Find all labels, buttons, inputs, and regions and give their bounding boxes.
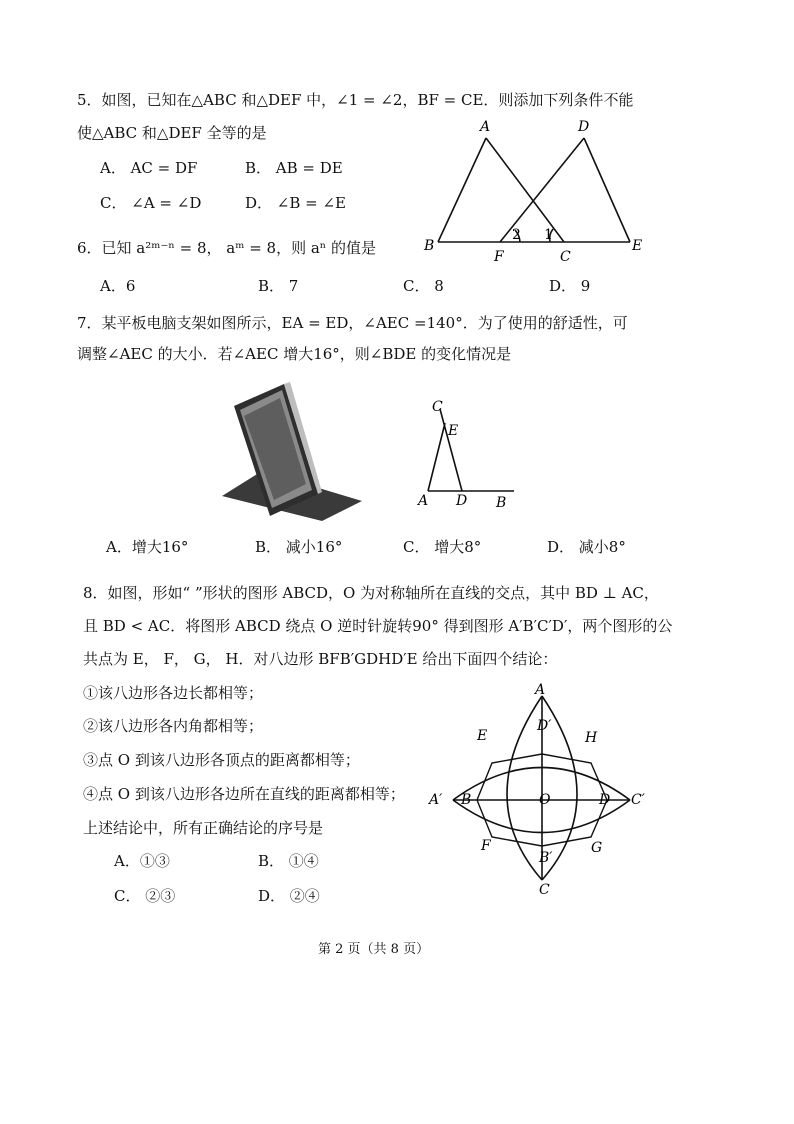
q8-label-e: E [477, 728, 488, 744]
q8-figure [425, 680, 655, 898]
q8-label-h: H [585, 730, 598, 746]
q7-label-d: D [456, 493, 468, 509]
q7-option-b: B． 减小16° [255, 538, 343, 556]
q6-option-c: C． 8 [403, 277, 444, 295]
q7-option-a: A．增大16° [106, 538, 189, 556]
q5-label-f: F [494, 249, 504, 265]
q7-option-c: C． 增大8° [403, 538, 482, 556]
q7-label-b: B [496, 495, 507, 511]
q8-ask: 上述结论中，所有正确结论的序号是 [83, 819, 324, 837]
q5-option-d: D． ∠B = ∠E [245, 194, 347, 212]
q8-label-f: F [481, 838, 491, 854]
q8-conclusion-1: ①该八边形各边长都相等； [83, 684, 264, 702]
q6-option-b: B． 7 [258, 277, 299, 295]
q8-line1: 8．如图，形如“ ”形状的图形 ABCD，O 为对称轴所在直线的交点，其中 BD ⊥ AC， [83, 584, 659, 602]
q8-label-b: B [461, 792, 472, 808]
q5-option-a: A． AC = DF [100, 159, 198, 177]
q8-conclusion-2: ②该八边形各内角都相等； [83, 717, 264, 735]
q8-label-dprime: D′ [537, 718, 552, 734]
q7-figure [410, 395, 520, 515]
q6-stem: 6．已知 a²ᵐ⁻ⁿ = 8， aᵐ = 8，则 aⁿ 的值是 [77, 239, 377, 257]
q5-label-angle1: 1 [544, 227, 553, 243]
q7-label-a: A [418, 493, 429, 509]
q8-label-c: C [539, 882, 550, 898]
q8-line2: 且 BD < AC．将图形 ABCD 绕点 O 逆时针旋转90° 得到图形 A′B′C′D′，两个图形的公 [83, 617, 673, 635]
q5-label-d: D [578, 119, 590, 135]
q5-line-ba [438, 138, 486, 242]
q5-line2: 使△ABC 和△DEF 全等的是 [77, 124, 267, 142]
q6-option-a: A．6 [100, 277, 136, 295]
q5-label-b: B [424, 238, 435, 254]
q8-label-d: D [599, 792, 611, 808]
q7-line-ae [428, 423, 445, 491]
q8-label-cprime: C′ [631, 792, 645, 808]
q5-option-c: C． ∠A = ∠D [100, 194, 202, 212]
q5-label-a: A [480, 119, 491, 135]
q8-option-b: B． ①④ [258, 852, 319, 870]
q8-conclusion-3: ③点 O 到该八边形各顶点的距离都相等； [83, 751, 360, 769]
q8-line3: 共点为 E， F， G， H．对八边形 BFB′GDHD′E 给出下面四个结论： [83, 650, 558, 668]
q5-label-angle2: 2 [512, 227, 521, 243]
q8-label-a: A [535, 682, 546, 698]
q7-line1: 7．某平板电脑支架如图所示，EA = ED，∠AEC =140°．为了使用的舒适性，可 [77, 314, 628, 332]
q8-option-d: D． ②④ [258, 887, 320, 905]
page-footer: 第 2 页（共 8 页） [318, 942, 430, 957]
q7-option-d: D． 减小8° [547, 538, 626, 556]
q5-line-de [584, 138, 630, 242]
q8-conclusion-4: ④点 O 到该八边形各边所在直线的距离都相等； [83, 785, 405, 803]
q7-label-c: C [432, 399, 443, 415]
q6-option-d: D． 9 [549, 277, 591, 295]
q8-label-aprime: A′ [429, 792, 443, 808]
q7-label-e: E [448, 423, 459, 439]
q8-label-bprime: B′ [539, 850, 553, 866]
q5-figure [420, 115, 660, 265]
q7-line2: 调整∠AEC 的大小．若∠AEC 增大16°，则∠BDE 的变化情况是 [77, 345, 512, 363]
q8-label-g: G [591, 840, 603, 856]
q8-option-a: A．①③ [114, 852, 170, 870]
q5-option-b: B． AB = DE [245, 159, 343, 177]
q8-option-c: C． ②③ [114, 887, 176, 905]
q5-label-e: E [632, 238, 643, 254]
q8-label-o: O [539, 792, 551, 808]
q7-line-cd [440, 409, 462, 491]
q5-label-c: C [560, 249, 571, 265]
q5-line1: 5．如图，已知在△ABC 和△DEF 中，∠1 = ∠2，BF = CE．则添加下列条件不能 [77, 91, 634, 109]
tablet-stand-photo [222, 376, 362, 521]
